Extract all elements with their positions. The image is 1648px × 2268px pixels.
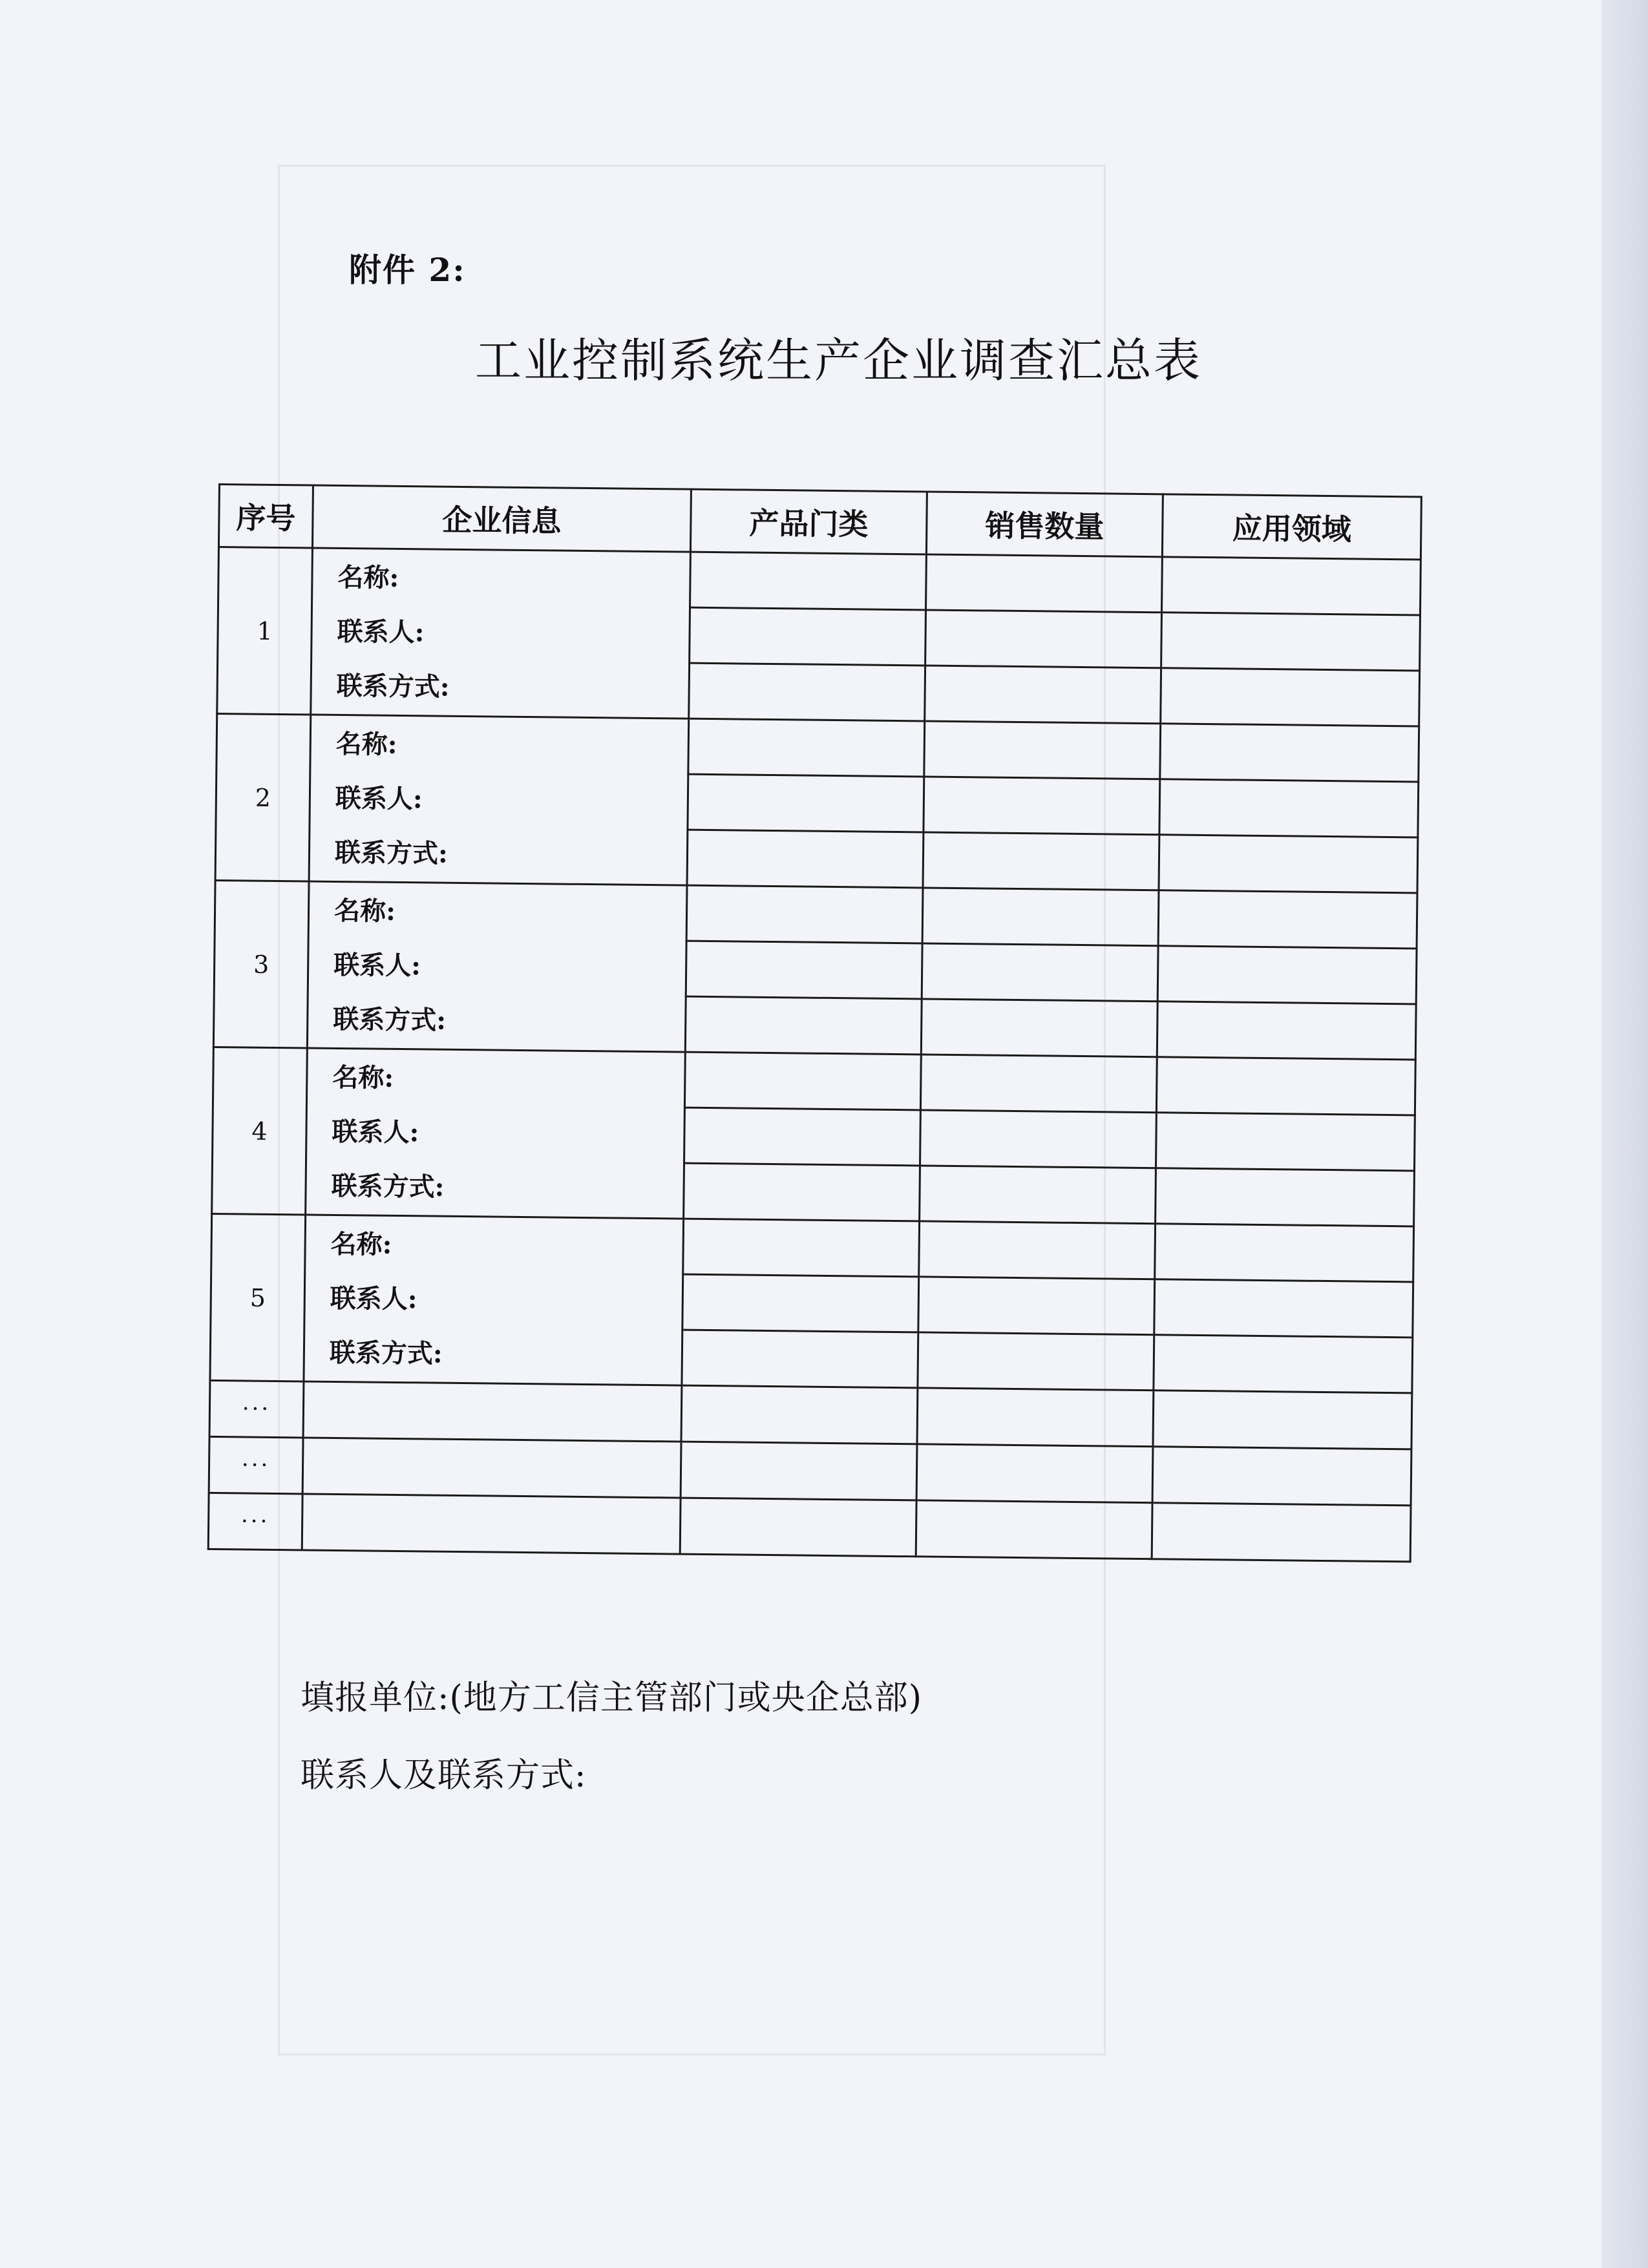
application-cell[interactable] [1160,724,1419,782]
product-cell[interactable] [682,1330,918,1388]
sales-cell[interactable] [918,1332,1154,1391]
sales-cell[interactable] [926,554,1163,613]
company-info-cell [309,715,689,885]
sales-cell[interactable] [925,610,1162,668]
sales-cell[interactable] [921,999,1157,1057]
sales-cell[interactable] [916,1444,1153,1503]
company-info-cell [311,548,691,719]
application-cell[interactable] [1161,668,1420,726]
sales-cell[interactable] [923,832,1159,890]
application-cell[interactable] [1158,890,1417,949]
application-cell[interactable] [1154,1279,1413,1338]
product-cell[interactable] [681,1385,918,1444]
product-cell[interactable] [680,1498,916,1557]
company-info-cell[interactable] [302,1494,681,1554]
header-sales-quantity: 销售数量 [926,492,1163,557]
contact-method-label: 联系方式: [331,1170,445,1202]
product-cell[interactable] [687,830,924,888]
application-cell[interactable] [1161,557,1421,615]
sales-cell[interactable] [919,1221,1156,1279]
application-cell[interactable] [1154,1335,1413,1393]
product-cell[interactable] [690,607,926,666]
ellipsis-marker: ··· [208,1493,302,1550]
sales-cell[interactable] [925,666,1161,724]
application-cell[interactable] [1156,1113,1415,1171]
product-cell[interactable] [688,719,925,777]
product-cell[interactable] [685,996,922,1055]
company-info-cell [307,881,687,1052]
company-name-label: 名称: [335,728,397,760]
sales-cell[interactable] [924,777,1160,835]
table-row [218,547,1421,615]
contact-person-label: 联系人: [330,1283,417,1314]
company-info-cell [304,1215,684,1385]
table-row [211,1213,1414,1281]
ellipsis-marker: ··· [209,1436,303,1494]
product-cell[interactable] [690,552,927,610]
application-cell[interactable] [1155,1224,1414,1282]
contact-method-label: 联系方式: [336,670,450,702]
application-cell[interactable] [1152,1447,1411,1506]
product-cell[interactable] [683,1219,920,1277]
product-cell[interactable] [686,885,923,943]
application-cell[interactable] [1157,1002,1416,1060]
application-cell[interactable] [1159,835,1418,893]
contact-method-label: 联系方式: [334,837,449,869]
page-title: 工业控制系统生产企业调查汇总表 [475,333,1203,388]
row-number: 5 [210,1213,306,1381]
application-cell[interactable] [1153,1391,1412,1449]
application-cell[interactable] [1156,1168,1415,1226]
sales-cell[interactable] [924,721,1161,779]
sales-cell[interactable] [920,1055,1157,1113]
header-company-info: 企业信息 [312,485,691,552]
ellipsis-marker: ··· [209,1380,304,1438]
header-application-field: 应用领域 [1162,494,1421,560]
company-name-label: 名称: [332,1062,394,1093]
application-cell[interactable] [1161,613,1421,671]
paper-edge [1601,0,1648,2268]
company-name-label: 名称: [333,895,396,927]
sales-cell[interactable] [922,943,1158,1002]
contact-method-label: 联系方式: [333,1003,447,1036]
product-cell[interactable] [684,1052,921,1110]
application-cell[interactable] [1159,779,1419,837]
table-row [217,713,1419,781]
product-cell[interactable] [684,1108,921,1166]
header-serial: 序号 [218,485,313,549]
sales-cell[interactable] [920,1110,1157,1168]
company-info-cell[interactable] [302,1438,681,1498]
table-row [215,880,1417,948]
ellipsis-row [208,1493,1411,1561]
application-cell[interactable] [1156,1057,1415,1115]
header-product-category: 产品门类 [690,489,927,554]
application-cell[interactable] [1157,946,1417,1004]
product-cell[interactable] [681,1442,917,1500]
company-name-label: 名称: [330,1228,392,1260]
product-cell[interactable] [686,941,922,999]
application-cell[interactable] [1152,1503,1411,1562]
survey-table [207,483,1421,1562]
row-number: 4 [212,1047,308,1215]
reporting-unit-line: 填报单位:(地方工信主管部门或央企总部) [301,1679,923,1717]
product-cell[interactable] [684,1163,920,1221]
contact-method-label: 联系方式: [329,1337,443,1369]
company-info-cell [306,1048,686,1219]
row-number: 2 [215,713,311,881]
table-row [213,1047,1415,1115]
contact-person-label: 联系人: [332,1116,419,1148]
sales-cell[interactable] [917,1388,1154,1447]
product-cell[interactable] [689,663,925,721]
contact-person-label: 联系人: [333,949,421,981]
annex-label: 附件 2: [349,251,466,289]
product-cell[interactable] [682,1274,919,1332]
company-info-cell[interactable] [303,1381,682,1442]
sales-cell[interactable] [918,1277,1155,1335]
contact-person-label: 联系人: [335,782,423,814]
sales-cell[interactable] [920,1166,1156,1224]
contact-line: 联系人及联系方式: [301,1756,587,1795]
contact-person-label: 联系人: [337,616,425,647]
sales-cell[interactable] [922,888,1159,946]
company-name-label: 名称: [337,562,399,593]
product-cell[interactable] [688,774,924,832]
sales-cell[interactable] [916,1500,1152,1559]
row-number: 1 [217,547,313,715]
row-number: 3 [213,880,309,1048]
